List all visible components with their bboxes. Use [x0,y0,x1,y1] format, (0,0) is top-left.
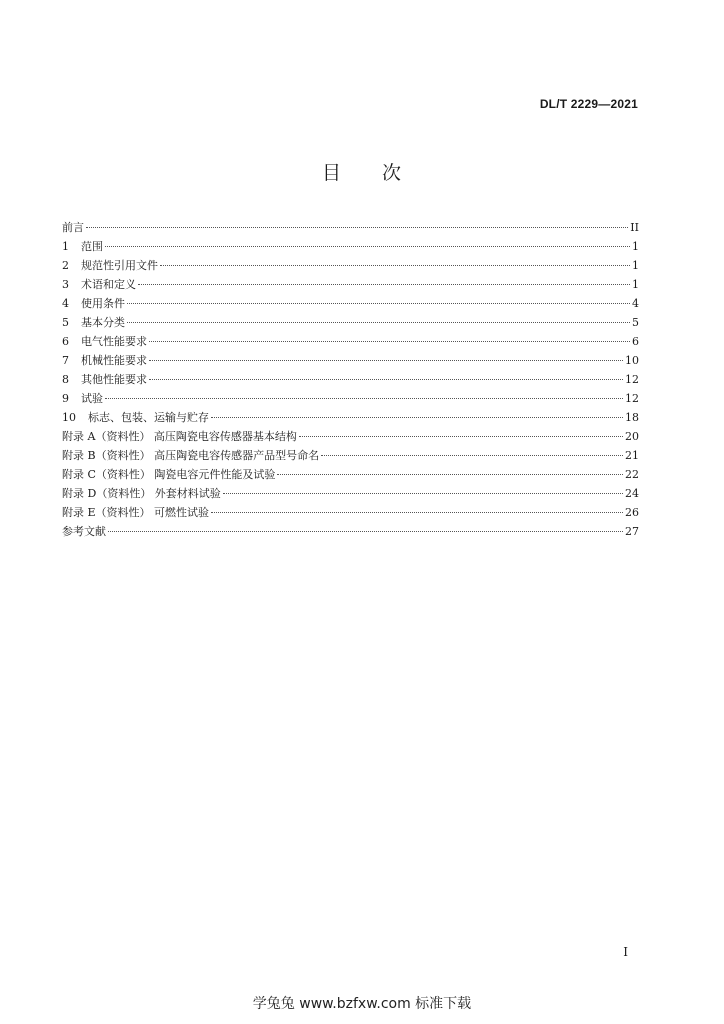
toc-leader-dots [160,265,630,266]
document-id: DL/T 2229—2021 [539,97,638,111]
toc-entry-page: 12 [625,392,639,405]
toc-entry-1[interactable] [62,237,639,256]
toc-leader-dots [211,417,623,418]
toc-entry-label: 规范性引用文件 [81,259,158,272]
toc-entry-label: 电气性能要求 [81,335,147,348]
toc-entry-label: 附录 D（资料性） 外套材料试验 [62,487,221,500]
toc-leader-dots [277,474,623,475]
toc-entry-bibliography[interactable] [62,522,639,541]
toc-entry-page: 26 [625,506,639,519]
toc-entry-label: 前言 [62,221,84,234]
toc-entry-page: 1 [632,278,639,291]
toc-entry-page: II [630,221,639,234]
toc-entry-page: 10 [625,354,639,367]
toc-entry-page: 6 [632,335,639,348]
toc-leader-dots [149,341,630,342]
toc-entry-number: 1 [62,240,69,253]
toc-entry-page: 1 [632,240,639,253]
toc-leader-dots [105,246,630,247]
toc-entry-number: 2 [62,259,69,272]
toc-leader-dots [223,493,623,494]
toc-entry-page: 1 [632,259,639,272]
toc-leader-dots [321,455,623,456]
toc-entry-page: 27 [625,525,639,538]
toc-entry-label: 试验 [81,392,103,405]
toc-entry-number: 3 [62,278,69,291]
toc-entry-number: 8 [62,373,69,386]
toc-entry-appendix-e[interactable] [62,503,639,522]
toc-entry-label: 附录 C（资料性） 陶瓷电容元件性能及试验 [62,468,276,481]
toc-leader-dots [211,512,623,513]
toc-leader-dots [149,379,623,380]
toc-leader-dots [105,398,623,399]
toc-entry-label: 其他性能要求 [81,373,147,386]
toc-entry-page: 4 [632,297,639,310]
toc-entry-label: 参考文献 [62,525,106,538]
toc-entry-page: 12 [625,373,639,386]
toc-entry-page: 5 [632,316,639,329]
toc-entry-8[interactable] [62,370,639,389]
toc-entry-7[interactable] [62,351,639,370]
toc-entry-9[interactable] [62,389,639,408]
toc-entry-label: 附录 E（资料性） 可燃性试验 [62,506,210,519]
toc-entry-number: 6 [62,335,69,348]
toc-entry-3[interactable] [62,275,639,294]
title-char-2: 次 [382,162,403,184]
toc-leader-dots [127,303,630,304]
toc-entry-10[interactable] [62,408,639,427]
toc-entry-page: 20 [625,430,639,443]
toc-entry-page: 24 [625,487,639,500]
toc-entry-label: 标志、包装、运输与贮存 [88,411,209,424]
toc-leader-dots [86,227,628,228]
toc-leader-dots [127,322,630,323]
toc-entry-4[interactable] [62,294,639,313]
toc-entry-number: 9 [62,392,69,405]
toc-entry-label: 机械性能要求 [81,354,147,367]
toc-entry-label: 术语和定义 [81,278,136,291]
page-title [0,158,724,185]
toc-entry-page: 21 [625,449,639,462]
toc-entry-number: 7 [62,354,69,367]
toc-entry-number: 5 [62,316,69,329]
title-char-1: 目 [321,162,342,184]
page-number: I [623,945,628,959]
toc-entry-6[interactable] [62,332,639,351]
toc-entry-number: 4 [62,297,69,310]
toc-leader-dots [138,284,630,285]
toc-entry-2[interactable] [62,256,639,275]
toc-entry-5[interactable] [62,313,639,332]
toc-entry-label: 附录 A（资料性） 高压陶瓷电容传感器基本结构 [62,430,297,443]
toc-entry-appendix-c[interactable] [62,465,639,484]
toc-entry-label: 附录 B（资料性） 高压陶瓷电容传感器产品型号命名 [62,449,320,462]
toc-entry-appendix-d[interactable] [62,484,639,503]
toc-entry-page: 18 [625,411,639,424]
toc-entry-label: 基本分类 [81,316,125,329]
footer-watermark: 学兔兔 www.bzfxw.com 标准下载 [252,996,472,1012]
toc-leader-dots [149,360,623,361]
toc-entry-foreword[interactable] [62,218,639,237]
toc-entry-label: 使用条件 [81,297,125,310]
toc-entry-page: 22 [625,468,639,481]
toc-entry-number: 10 [62,411,76,424]
table-of-contents [62,218,639,541]
toc-entry-label: 范围 [81,240,103,253]
toc-leader-dots [108,531,623,532]
toc-entry-appendix-b[interactable] [62,446,639,465]
toc-entry-appendix-a[interactable] [62,427,639,446]
toc-leader-dots [299,436,623,437]
